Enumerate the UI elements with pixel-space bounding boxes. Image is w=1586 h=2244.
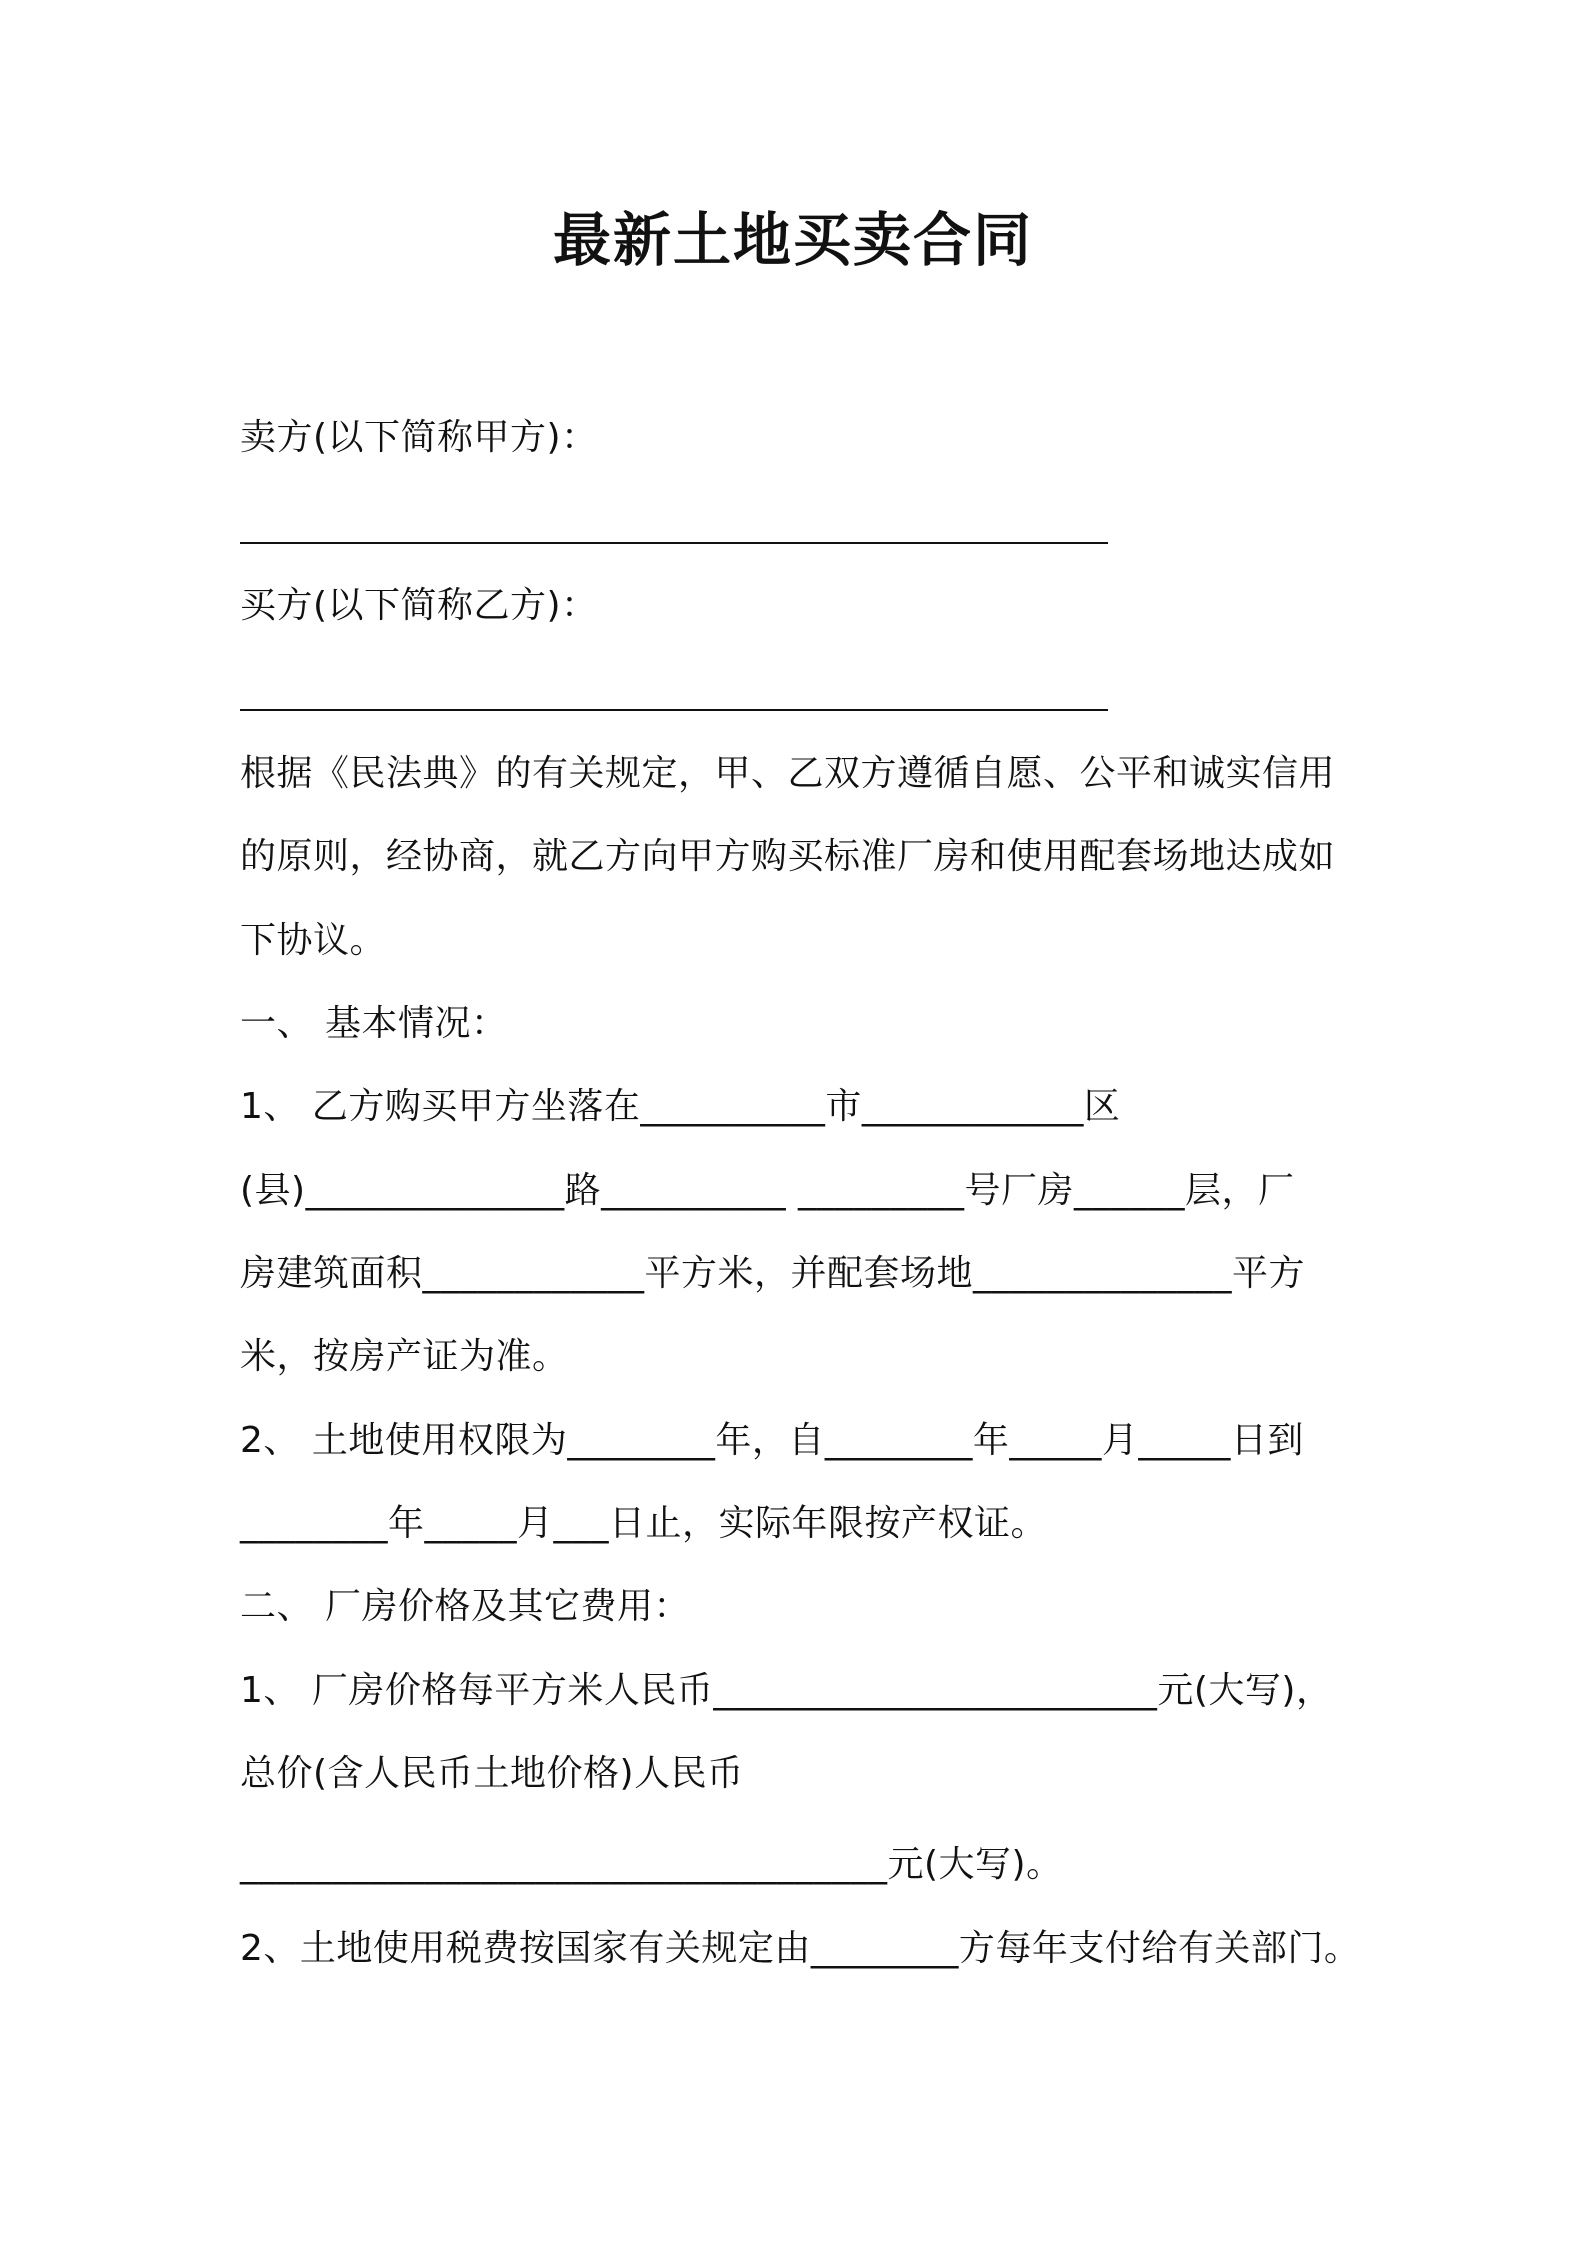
- buyer-blank-line: [240, 709, 1108, 711]
- section2-heading: 二、 厂房价格及其它费用：: [240, 1586, 690, 1627]
- preamble-line-2: 的原则，经协商，就乙方向甲方购买标准厂房和使用配套场地达成如: [240, 836, 1336, 877]
- section1-item2-line-1: 2、 土地使用权限为________年，自________年_____月_____日到: [240, 1420, 1304, 1461]
- section1-item1-line-2: (县)______________路__________ _________号厂房______层，厂: [240, 1170, 1295, 1211]
- section1-heading: 一、 基本情况：: [240, 1003, 508, 1044]
- preamble-line-1: 根据《民法典》的有关规定，甲、乙双方遵循自愿、公平和诚实信用: [240, 753, 1336, 794]
- section1-item1-line-4: 米，按房产证为准。: [240, 1336, 569, 1377]
- section2-item1-line-2: 总价(含人民币土地价格)人民币: [240, 1753, 744, 1794]
- seller-blank-line: [240, 542, 1108, 544]
- buyer-label: 买方(以下简称乙方)：: [240, 585, 598, 626]
- section2-item2-line-1: 2、土地使用税费按国家有关规定由________方每年支付给有关部门。: [240, 1928, 1361, 1969]
- page-title: 最新土地买卖合同: [552, 206, 1033, 274]
- section1-item2-line-2: ________年_____月___日止，实际年限按产权证。: [240, 1503, 1048, 1544]
- section1-item1-line-1: 1、 乙方购买甲方坐落在__________市____________区: [240, 1086, 1121, 1127]
- seller-label: 卖方(以下简称甲方)：: [240, 417, 598, 458]
- section2-item1-line-3: ___________________________________元(大写)。: [240, 1844, 1063, 1885]
- section1-item1-line-3: 房建筑面积____________平方米，并配套场地______________平方: [240, 1253, 1306, 1294]
- section2-item1-line-1: 1、 厂房价格每平方米人民币________________________元(大写)，: [240, 1670, 1333, 1711]
- preamble-line-3: 下协议。: [240, 920, 387, 961]
